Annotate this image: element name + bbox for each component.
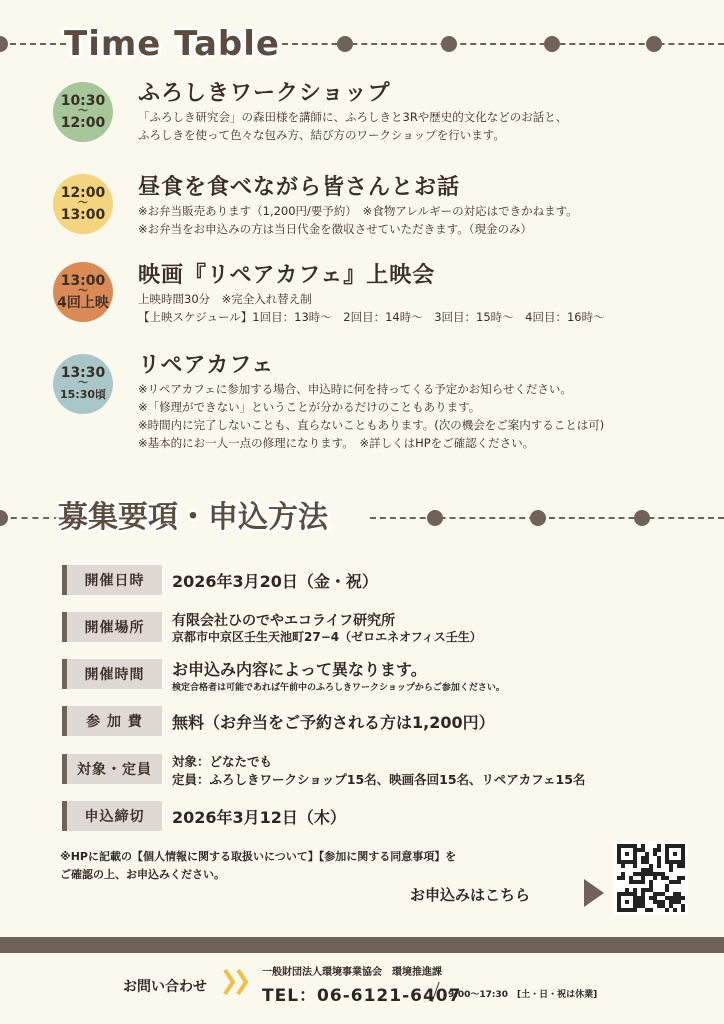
time-end: 13:00 (60, 207, 106, 223)
time-badge (53, 82, 113, 142)
time-end: 4回上映 (57, 295, 109, 311)
item-description: ※時間内に完了しないことも、直らないこともあります。(次の機会をご案内することは可) (138, 418, 605, 432)
divider-dot (0, 510, 8, 526)
time-badge (53, 354, 113, 414)
time-start: 12:00 (60, 185, 106, 201)
event-time-note: 検定合格者は可能であれば午前中のふろしきワークショップからご参加ください。 (172, 683, 505, 693)
item-description: ※リペアカフェに参加する場合、申込時に何を持ってくる予定かお知らせください。 (138, 382, 572, 396)
business-hours: 9:00〜17:30 [土・日・祝は休業] (448, 990, 598, 1000)
divider-dot (337, 36, 353, 52)
item-description: ふろしきを使って色々な包み方、結び方のワークショップを行います。 (138, 128, 505, 142)
item-title: ふろしきワークショップ (138, 81, 391, 106)
row-label: 申込締切 (62, 801, 162, 831)
phone-number[interactable]: TEL：06-6121-6407 (262, 986, 462, 1006)
timetable-title: Time Table (64, 24, 280, 64)
recruit-title: 募集要項・申込方法 (58, 500, 328, 535)
divider-dot (544, 36, 560, 52)
time-end: 12:00 (60, 115, 106, 131)
divider-dot (646, 36, 662, 52)
target-text: 対象：どなたでも (172, 754, 273, 769)
venue-name: 有限会社ひのでやエコライフ研究所 (172, 613, 396, 629)
row-label: 参 加 費 (62, 706, 162, 736)
time-tilde: 〜 (78, 378, 88, 389)
item-title: リペアカフェ (138, 353, 275, 378)
item-description: 【上映スケジュール】1回目：13時〜 2回目：14時〜 3回目：15時〜 4回目：16時〜 (138, 310, 605, 324)
chevron-right-icon (236, 968, 248, 996)
contact-label: お問い合わせ (123, 979, 207, 995)
row-label: 対象・定員 (62, 754, 162, 784)
recruit-header (0, 498, 724, 538)
item-title: 映画『リペアカフェ』上映会 (138, 263, 436, 288)
row-label: 開催場所 (62, 612, 162, 642)
item-description: ※「修理ができない」ということが分かるだけのこともあります。 (138, 400, 481, 414)
item-description: ※お弁当をお申込みの方は当日代金を徴収させていただきます。（現金のみ） (138, 222, 532, 236)
org-name: 一般財団法人環境事業協会 環境推進課 (262, 967, 442, 978)
footer-divider (0, 937, 724, 953)
item-title: 昼食を食べながら皆さんとお話 (138, 175, 461, 200)
capacity-text: 定員：ふろしきワークショップ15名、映画各回15名、リペアカフェ15名 (172, 772, 586, 787)
apply-link[interactable]: お申込みはこちら (410, 886, 531, 904)
time-badge (53, 262, 113, 322)
time-tilde: 〜 (78, 198, 88, 209)
item-description: 上映時間30分 ※完全入れ替え制 (138, 292, 312, 306)
event-time: お申込み内容によって異なります。 (172, 660, 427, 679)
time-tilde: 〜 (78, 106, 88, 117)
notice-line: ご確認の上、お申込みください。 (60, 868, 225, 881)
time-end: 15:30頃 (59, 388, 106, 401)
divider-dot (634, 510, 650, 526)
fee-text: 無料（お弁当をご予約される方は1,200円） (172, 713, 495, 732)
time-start: 13:30 (60, 365, 106, 381)
item-description: ※基本的にお一人一点の修理になります。 ※詳しくはHPをご確認ください。 (138, 436, 535, 450)
item-description: ※お弁当販売あります（1,200円/要予約） ※食物アレルギーの対応はできかねます。 (138, 204, 578, 218)
deadline-text: 2026年3月12日（木） (172, 808, 346, 827)
item-description: 「ふろしき研究会」の森田様を講師に、ふろしきと3Rや歴史的文化などのお話と、 (138, 110, 568, 124)
time-badge (53, 174, 113, 234)
qr-code-icon[interactable] (614, 841, 688, 915)
time-start: 13:00 (60, 273, 106, 289)
chevron-right-icon (223, 968, 235, 996)
divider-dot (0, 36, 8, 52)
event-date: 2026年3月20日（金・祝） (172, 572, 378, 591)
venue-address: 京都市中京区壬生天池町27−4（ゼロエネオフィス壬生） (172, 630, 482, 644)
divider-dot (441, 36, 457, 52)
timetable-header (0, 24, 724, 64)
time-tilde: 〜 (78, 286, 88, 297)
time-start: 10:30 (60, 93, 106, 109)
notice-line: ※HPに記載の【個人情報に関する取扱いについて】【参加に関する同意事項】を (60, 850, 457, 863)
divider-dot (530, 510, 546, 526)
divider-dot (427, 510, 443, 526)
row-label: 開催時間 (62, 659, 162, 689)
arrow-right-icon[interactable] (584, 879, 604, 907)
row-label: 開催日時 (62, 565, 162, 595)
